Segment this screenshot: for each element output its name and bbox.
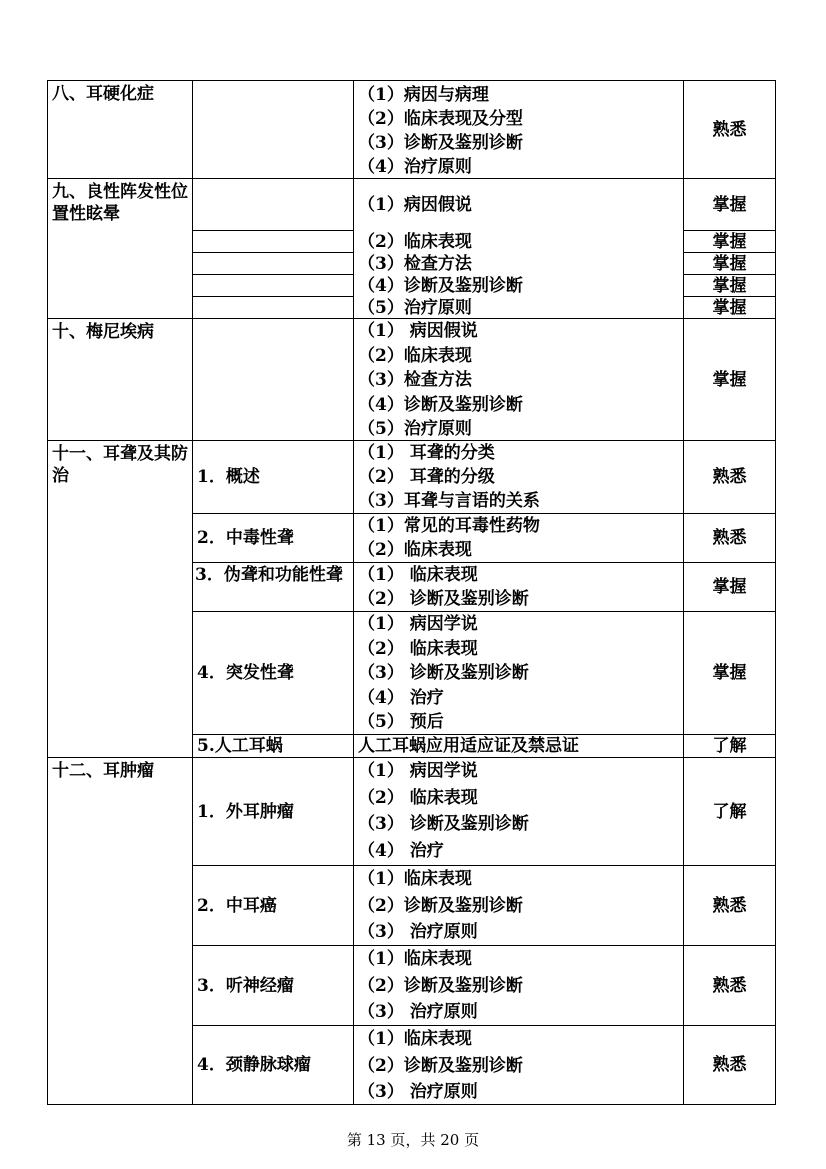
content-line: （5）治疗原则: [358, 419, 472, 439]
content-line: （2） 耳聋的分级: [358, 467, 495, 487]
content-line: （1）临床表现: [358, 869, 472, 889]
level-text: 熟悉: [712, 528, 747, 548]
level-text: 了解: [712, 736, 747, 756]
level-cell: [683, 611, 776, 735]
subtopic-text: 5.人工耳蜗: [197, 736, 283, 756]
subtopic-cell-empty: [192, 274, 354, 297]
content-line: （3）耳聋与言语的关系: [358, 491, 540, 511]
content-line: （3）检查方法: [358, 254, 472, 274]
content-line: （3）检查方法: [358, 370, 472, 390]
level-cell: [683, 252, 776, 275]
subtopic-cell-empty: [192, 252, 354, 275]
content-line: （2） 临床表现: [358, 638, 478, 659]
content-line: （1） 病因学说: [358, 614, 478, 634]
subtopic-text: 4．颈静脉球瘤: [197, 1055, 311, 1075]
level-text: 掌握: [712, 231, 747, 252]
level-cell: [683, 296, 776, 319]
content-line: （1）临床表现: [358, 949, 472, 969]
content-line: （3）诊断及鉴别诊断: [358, 133, 523, 153]
subtopic-text: 4．突发性聋: [197, 663, 294, 683]
level-text: 掌握: [712, 275, 747, 296]
subtopic-cell-empty: [192, 296, 354, 319]
content-line: （1）病因与病理: [358, 85, 489, 105]
content-line: （3） 治疗原则: [358, 922, 478, 942]
content-cell: [353, 440, 684, 514]
subtopic-text: 2．中耳癌: [197, 895, 277, 916]
content-cell: [353, 865, 684, 946]
subtopic-cell: [192, 440, 354, 514]
content-line: （1） 病因假说: [358, 321, 478, 341]
content-line: （4） 治疗: [358, 840, 444, 861]
content-line: （4）治疗原则: [358, 157, 472, 177]
topic-cell: [47, 80, 193, 179]
subtopic-cell-empty: [192, 178, 354, 231]
subtopic-cell: [192, 945, 354, 1026]
level-cell: [683, 757, 776, 866]
level-cell: [683, 945, 776, 1026]
subtopic-cell: [192, 865, 354, 946]
content-cell: [353, 734, 684, 758]
subtopic-cell: [192, 611, 354, 735]
content-line: （2） 诊断及鉴别诊断: [358, 589, 529, 609]
content-cell: [353, 611, 684, 735]
subtopic-text: 3．伪聋和功能性聋: [195, 565, 343, 585]
content-line: （3） 治疗原则: [358, 1082, 478, 1102]
topic-text: 八、耳硬化症: [52, 84, 154, 104]
level-cell: [683, 318, 776, 441]
level-text: 熟悉: [712, 895, 747, 916]
content-cell: [353, 562, 684, 612]
subtopic-cell-empty: [192, 318, 354, 441]
content-line: （5） 预后: [358, 712, 444, 732]
subtopic-cell-empty: [192, 80, 354, 179]
content-cell: [353, 1025, 684, 1105]
subtopic-cell: [192, 757, 354, 866]
level-text: 掌握: [712, 194, 747, 215]
level-cell: [683, 865, 776, 946]
content-line: （4）诊断及鉴别诊断: [358, 394, 523, 415]
content-cell: [353, 945, 684, 1026]
content-line: 人工耳蜗应用适应证及禁忌证: [358, 736, 579, 756]
content-cell: [353, 80, 684, 179]
level-text: 掌握: [712, 253, 747, 274]
content-line: （3） 治疗原则: [358, 1002, 478, 1022]
page-footer: 第 13 页，共 20 页: [346, 1131, 480, 1149]
content-cell: [353, 318, 684, 441]
content-line: （1）常见的耳毒性药物: [358, 516, 540, 536]
subtopic-text: 3．听神经瘤: [197, 975, 294, 996]
level-cell: [683, 513, 776, 563]
subtopic-text: 1．概述: [197, 467, 260, 487]
content-line: （1）病因假说: [358, 195, 472, 215]
level-text: 掌握: [712, 663, 747, 683]
topic-cell: [47, 440, 193, 758]
content-cell: [353, 513, 684, 563]
level-text: 了解: [712, 801, 747, 822]
subtopic-text: 1．外耳肿瘤: [197, 801, 294, 822]
content-line: （2）临床表现: [358, 345, 472, 366]
content-line: （2）诊断及鉴别诊断: [358, 1055, 523, 1076]
content-line: （5）治疗原则: [358, 298, 472, 318]
level-cell: [683, 80, 776, 179]
content-line: （2）临床表现: [358, 232, 472, 252]
content-line: （2） 临床表现: [358, 787, 478, 808]
subtopic-cell: [192, 734, 354, 758]
level-cell: [683, 440, 776, 514]
topic-cell: [47, 178, 193, 319]
topic-text: 九、良性阵发性位置性眩晕: [52, 182, 188, 224]
content-line: （1）临床表现: [358, 1029, 472, 1049]
topic-cell: [47, 318, 193, 441]
subtopic-cell: [192, 1025, 354, 1105]
level-text: 掌握: [712, 577, 747, 597]
topic-text: 十一、耳聋及其防治: [52, 444, 188, 486]
level-text: 熟悉: [712, 119, 747, 140]
level-text: 熟悉: [712, 975, 747, 996]
content-line: （1） 临床表现: [358, 565, 478, 585]
content-line: （4） 治疗: [358, 687, 444, 708]
topic-text: 十二、耳肿瘤: [52, 761, 154, 781]
subtopic-text: 2．中毒性聋: [197, 528, 294, 548]
content-line: （2）临床表现及分型: [358, 109, 523, 129]
level-cell: [683, 230, 776, 253]
level-text: 熟悉: [712, 1055, 747, 1075]
level-text: 熟悉: [712, 467, 747, 487]
level-text: 掌握: [712, 369, 747, 390]
content-line: （1） 耳聋的分类: [358, 443, 495, 463]
subtopic-cell-empty: [192, 230, 354, 253]
level-text: 掌握: [712, 297, 747, 318]
level-cell: [683, 274, 776, 297]
content-cell: [353, 178, 684, 319]
content-line: （2）诊断及鉴别诊断: [358, 895, 523, 916]
content-line: （2）临床表现: [358, 540, 472, 560]
subtopic-cell: [192, 562, 354, 612]
content-cell: [353, 757, 684, 866]
content-line: （4）诊断及鉴别诊断: [358, 276, 523, 296]
content-line: （3） 诊断及鉴别诊断: [358, 663, 529, 683]
topic-cell: [47, 757, 193, 1105]
content-line: （2）诊断及鉴别诊断: [358, 975, 523, 996]
content-line: （1） 病因学说: [358, 761, 478, 781]
level-cell: [683, 1025, 776, 1105]
level-cell: [683, 734, 776, 758]
topic-text: 十、梅尼埃病: [52, 322, 154, 342]
subtopic-cell: [192, 513, 354, 563]
level-cell: [683, 562, 776, 612]
level-cell: [683, 178, 776, 231]
content-line: （3） 诊断及鉴别诊断: [358, 814, 529, 834]
